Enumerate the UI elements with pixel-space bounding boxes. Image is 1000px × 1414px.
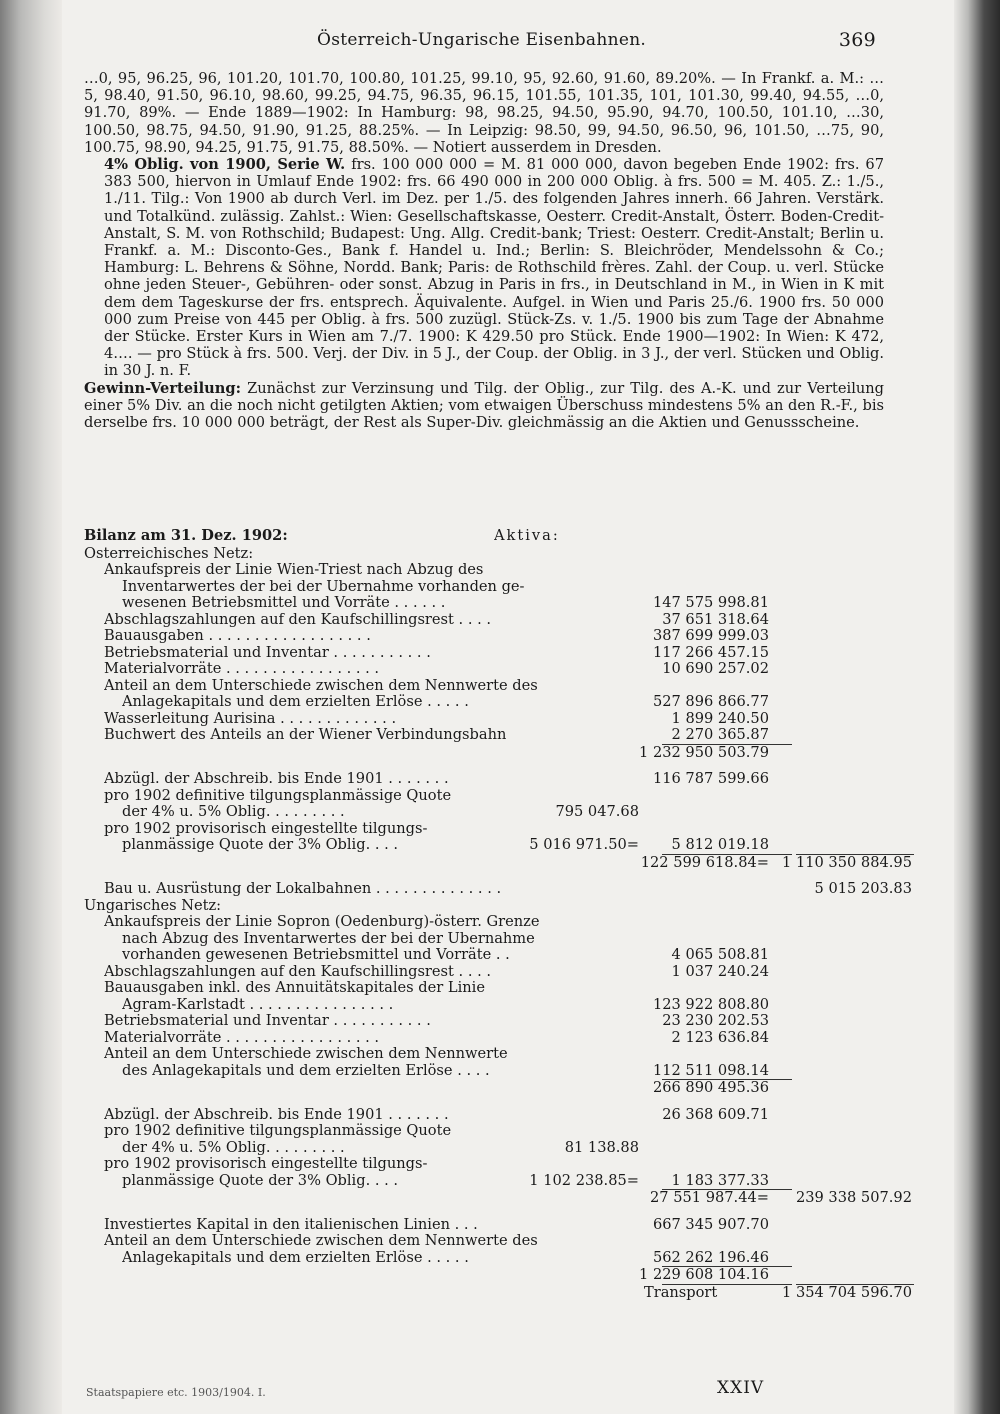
balance-value-c1: 2 270 365.87: [671, 726, 769, 743]
profit-heading: Gewinn-Verteilung:: [84, 379, 241, 397]
balance-label: des Anlagekapitals und dem erzielten Erlöse . . . .: [122, 1062, 490, 1079]
balance-row: [84, 1189, 912, 1207]
page-header: [62, 30, 892, 54]
balance-label: Materialvorräte . . . . . . . . . . . . . . . . .: [104, 1029, 380, 1046]
balance-label: Anteil an dem Unterschiede zwischen dem Nennwerte des: [104, 677, 538, 694]
balance-row: [84, 880, 912, 898]
balance-value-c3: 1 110 350 884.95: [782, 853, 912, 871]
balance-value-c0: 795 047.68: [555, 803, 639, 820]
balance-label: der 4% u. 5% Oblig. . . . . . . . .: [122, 1139, 345, 1156]
balance-label: Ungarisches Netz:: [84, 897, 222, 914]
balance-label: pro 1902 provisorisch eingestellte tilgungs-: [104, 820, 428, 837]
balance-row: [84, 694, 904, 711]
balance-row: [84, 1046, 904, 1063]
balance-label: wesenen Betriebsmittel und Vorräte . . . . . .: [122, 595, 446, 611]
balance-row: [84, 821, 904, 838]
balance-row: [84, 804, 904, 821]
balance-row: [84, 579, 904, 596]
balance-label: der 4% u. 5% Oblig. . . . . . . . .: [122, 804, 345, 820]
balance-label: Transport: [644, 1284, 718, 1301]
row-gap: [84, 761, 904, 771]
balance-label: pro 1902 provisorisch eingestellte tilgungs-: [104, 1156, 428, 1172]
balance-value-c1: 1 183 377.33: [671, 1171, 769, 1189]
balance-row: [84, 1080, 904, 1097]
balance-row: [84, 931, 904, 948]
balance-label: Anlagekapitals und dem erzielten Erlöse . . . . .: [122, 1249, 469, 1266]
balance-label: Bau u. Ausrüstung der Lokalbahnen . . . . . . . . . . . . . .: [104, 881, 502, 897]
profit-text: Zunächst zur Verzinsung und Tilg. der Oblig., zur Tilg. des A.-K. und zur Verteilung einer 5% Div. an die noch nicht getilgten Aktien; vom etwaigen Überschuss mindestens 5% an den R.-F., bis derselbe frs. 10 000 000 beträgt, der Rest als Super-Div. gleichmässig an die Aktien und Genussscheine.: [84, 379, 885, 432]
balance-label: pro 1902 definitive tilgungsplanmässige Quote: [104, 1123, 452, 1139]
obligation-heading: 4% Oblig. von 1900, Serie W.: [104, 156, 346, 174]
scan-shadow-right: [954, 0, 1000, 1414]
balance-heading-row: [84, 528, 904, 546]
balance-label: Bauausgaben inkl. des Annuitätskapitales der Linie: [104, 980, 485, 996]
balance-label: Ankaufspreis der Linie Sopron (Oedenburg)-österr. Grenze: [104, 914, 540, 930]
balance-row: [84, 914, 904, 931]
balance-row: [84, 947, 904, 964]
balance-row: [84, 628, 904, 645]
balance-sheet: [84, 528, 912, 1301]
balance-row: [84, 661, 904, 678]
balance-label: Österreichisches Netz:: [84, 545, 254, 562]
balance-label: Inventarwertes der bei der Übernahme vorhanden ge-: [122, 578, 525, 595]
balance-value-c1: 147 575 998.81: [652, 594, 769, 611]
balance-row: [84, 1030, 904, 1047]
balance-value-c3: 5 015 203.83: [814, 880, 912, 897]
balance-value-c0: 5 016 971.50=: [529, 836, 639, 853]
balance-label: nach Abzug des Inventarwertes der bei der Übernahme: [122, 930, 535, 947]
balance-value-c1: 266 890 495.36: [652, 1079, 769, 1096]
paragraph-quotations: …0, 95, 96.25, 96, 101.20, 101.70, 100.80, 101.25, 99.10, 95, 92.60, 91.60, 89.20%. — In Frankf. a. M.: …5, 98.40, 91.50, 96.10, 98.60, 99.25, 94.75, 96.35, 96.15, 101.55, 101.35, 101, 101.30, 99.40, 94.55, …0, 91.70, 89%. — Ende 1889—1902: In Hamburg: 98, 98.25, 94.50, 95.90, 94.70, 100.50, 101.10, …30, 100.50, 98.75, 94.50, 91.90, 91.25, 88.25%. — In Leipzig: 98.50, 99, 94.50, 96.50, 96, 101.50, …75, 90, 100.75, 98.90, 94.25, 91.75, 91.75, 88.50%. — Notiert ausserdem in Dresden.: [84, 70, 884, 156]
balance-label: Ankaufspreis der Linie Wien-Triest nach Abzug des: [104, 562, 484, 578]
balance-label: Investiertes Kapital in den italienischen Linien . . .: [104, 1216, 478, 1233]
balance-value-c1: 2 123 636.84: [671, 1028, 769, 1046]
scan-shadow-left: [0, 0, 62, 1414]
balance-row: [84, 997, 904, 1014]
balance-row: [84, 595, 904, 612]
balance-label: Anteil an dem Unterschiede zwischen dem Nennwerte des: [104, 1233, 538, 1249]
balance-value-c1: 23 230 202.53: [662, 1012, 769, 1029]
balance-row: [84, 546, 904, 563]
balance-value-c1: 37 651 318.64: [662, 610, 769, 628]
balance-value-c1: 117 266 457.15: [652, 643, 769, 661]
balance-label: Bauausgaben . . . . . . . . . . . . . . . . . .: [104, 628, 371, 644]
balance-row: [84, 711, 904, 728]
balance-row: [84, 771, 904, 788]
balance-label: Anteil an dem Unterschiede zwischen dem Nennwerte: [104, 1046, 508, 1062]
balance-row: [84, 727, 904, 744]
balance-row: [84, 964, 904, 981]
balance-value-c1: 667 345 907.70: [652, 1215, 769, 1233]
balance-row: [84, 1107, 904, 1124]
balance-row: [84, 1233, 904, 1250]
balance-label: Materialvorräte . . . . . . . . . . . . . . . . .: [104, 661, 380, 677]
balance-row: [84, 837, 904, 854]
balance-row: [84, 612, 904, 629]
balance-value-c0: 1 102 238.85=: [529, 1171, 639, 1189]
balance-row: [84, 745, 904, 762]
balance-label: planmässige Quote der 3% Oblig. . . .: [122, 837, 399, 853]
row-gap: [84, 1207, 904, 1217]
balance-value-c0: 81 138.88: [564, 1138, 639, 1156]
balance-value-c1: 4 065 508.81: [671, 946, 769, 963]
page-number: 369: [838, 29, 876, 51]
balance-label: planmässige Quote der 3% Oblig. . . .: [122, 1172, 399, 1189]
balance-value-c1: 387 699 999.03: [652, 627, 769, 644]
balance-value-c1: 1 232 950 503.79: [639, 743, 769, 761]
balance-row: [84, 562, 904, 579]
balance-label: Agram-Karlstadt . . . . . . . . . . . . . . . .: [122, 996, 394, 1013]
obligation-text: frs. 100 000 000 = M. 81 000 000, davon begeben Ende 1902: frs. 67 383 500, hiervon in Umlauf Ende 1902: frs. 66 490 000 in 200 000 Oblig. à frs. 500 = M. 405. Z.: 1./5., 1./11. Tilg.: Von 1900 ab durch Verl. im Dez. per 1./5. des folgenden Jahres innerh. 66 Jahren. Verstärk. und Totalkünd. zulässig. Zahlst.: Wien: Gesellschaftskasse, Oesterr. Credit-Anstalt, Österr. Boden-Credit-Anstalt, S. M. von Rothschild; Budapest: Ung. Allg. Credit-bank; Triest: Oesterr. Credit-Anstalt; Berlin u. Frankf. a. M.: Disconto-Ges., Bank f. Handel u. Ind.; Berlin: S. Bleichröder, Mendelssohn & Co.; Hamburg: L. Behrens & Söhne, Nordd. Bank; Paris: de Rothschild frères. Zahl. der Coup. u. verl. Stücke ohne jeden Steuer-, Gebühren- oder sonst. Abzug in Paris in frs., in Deutschland in M., in Wien in K mit dem dem Tageskurse der frs. entsprech. Äquivalente. Aufgel. in Wien und Paris 25./6. 1900 frs. 50 000 000 zum Preise von 445 per Oblig. à frs. 500 zuzügl. Stück-Zs. v. 1./5. 1900 bis zum Tage der Abnahme der Stücke. Erster Kurs in Wien am 7./7. 1900: K 429.50 pro Stück. Ende 1900—1902: In Wien: K 472, 4…. — pro Stück à frs. 500. Verj. der Div. in 5 J., der Coup. der Oblig. in 3 J., der verl. Stücken und Oblig. in 30 J. n. F.: [104, 156, 885, 380]
balance-row: [84, 1250, 904, 1267]
body-text: [84, 70, 884, 431]
balance-row: [84, 1123, 904, 1140]
balance-row: [84, 1217, 904, 1234]
balance-label: Wasserleitung Aurisina . . . . . . . . . . . . .: [104, 710, 397, 727]
balance-label: Buchwert des Anteils an der Wiener Verbindungsbahn: [104, 727, 507, 743]
balance-row: [84, 1267, 904, 1284]
balance-value-c1: 10 690 257.02: [662, 660, 769, 677]
balance-row: [84, 980, 904, 997]
row-gap: [84, 871, 904, 881]
balance-row: [84, 1140, 904, 1157]
balance-label: Abschlagszahlungen auf den Kaufschillingsrest . . . .: [104, 611, 492, 628]
balance-value-c1: 26 368 609.71: [662, 1105, 769, 1123]
balance-label: Abzügl. der Abschreib. bis Ende 1901 . . . . . . .: [104, 771, 449, 787]
balance-label: pro 1902 definitive tilgungsplanmässige Quote: [104, 787, 452, 804]
paragraph-profit-distribution: [84, 380, 884, 432]
balance-value-c3: 239 338 507.92: [795, 1189, 912, 1206]
balance-value-c1: 116 787 599.66: [652, 770, 769, 787]
balance-value-c1: 27 551 987.44=: [650, 1189, 769, 1206]
footer-source: Staatspapiere etc. 1903/1904. I.: [86, 1386, 266, 1399]
balance-value-c1: 1 899 240.50: [671, 709, 769, 727]
balance-value-c1: 1 037 240.24: [671, 962, 769, 980]
balance-row: [84, 1013, 904, 1030]
balance-title: Bilanz am 31. Dez. 1902:: [84, 528, 288, 544]
running-title: Österreich-Ungarische Eisenbahnen.: [317, 30, 647, 50]
balance-value-c1: 1 229 608 104.16: [639, 1266, 769, 1283]
balance-row: [84, 645, 904, 662]
balance-value-c3: 1 354 704 596.70: [782, 1283, 912, 1301]
balance-label: Anlagekapitals und dem erzielten Erlöse . . . . .: [122, 694, 469, 710]
balance-value-c1: 123 922 808.80: [652, 995, 769, 1013]
balance-value-c1: 112 511 098.14: [652, 1061, 769, 1079]
balance-label: Abzügl. der Abschreib. bis Ende 1901 . . . . . . .: [104, 1106, 449, 1123]
balance-row: [84, 1156, 904, 1173]
balance-label: Betriebsmaterial und Inventar . . . . . . . . . . .: [104, 644, 431, 661]
paragraph-obligations: [84, 156, 884, 380]
balance-row: [84, 678, 904, 695]
balance-row: [84, 1173, 904, 1190]
balance-row: [84, 1283, 912, 1302]
balance-label: Betriebsmaterial und Inventar . . . . . . . . . . .: [104, 1013, 431, 1029]
balance-row: [84, 853, 912, 872]
balance-row: [84, 788, 904, 805]
document-page: [62, 0, 954, 1414]
balance-value-c1: 122 599 618.84=: [640, 853, 769, 871]
balance-label: Abschlagszahlungen auf den Kaufschillingsrest . . . .: [104, 963, 492, 980]
balance-label: vorhanden gewesenen Betriebsmittel und Vorräte . .: [122, 947, 510, 963]
signature-mark: XXIV: [717, 1378, 765, 1398]
balance-value-c1: 562 262 196.46: [652, 1248, 769, 1266]
balance-row: [84, 898, 904, 915]
row-gap: [84, 1097, 904, 1107]
balance-value-c1: 5 812 019.18: [671, 836, 769, 853]
balance-row: [84, 1063, 904, 1080]
balance-value-c1: 527 896 866.77: [652, 693, 769, 710]
aktiva-label: Aktiva:: [494, 528, 560, 544]
